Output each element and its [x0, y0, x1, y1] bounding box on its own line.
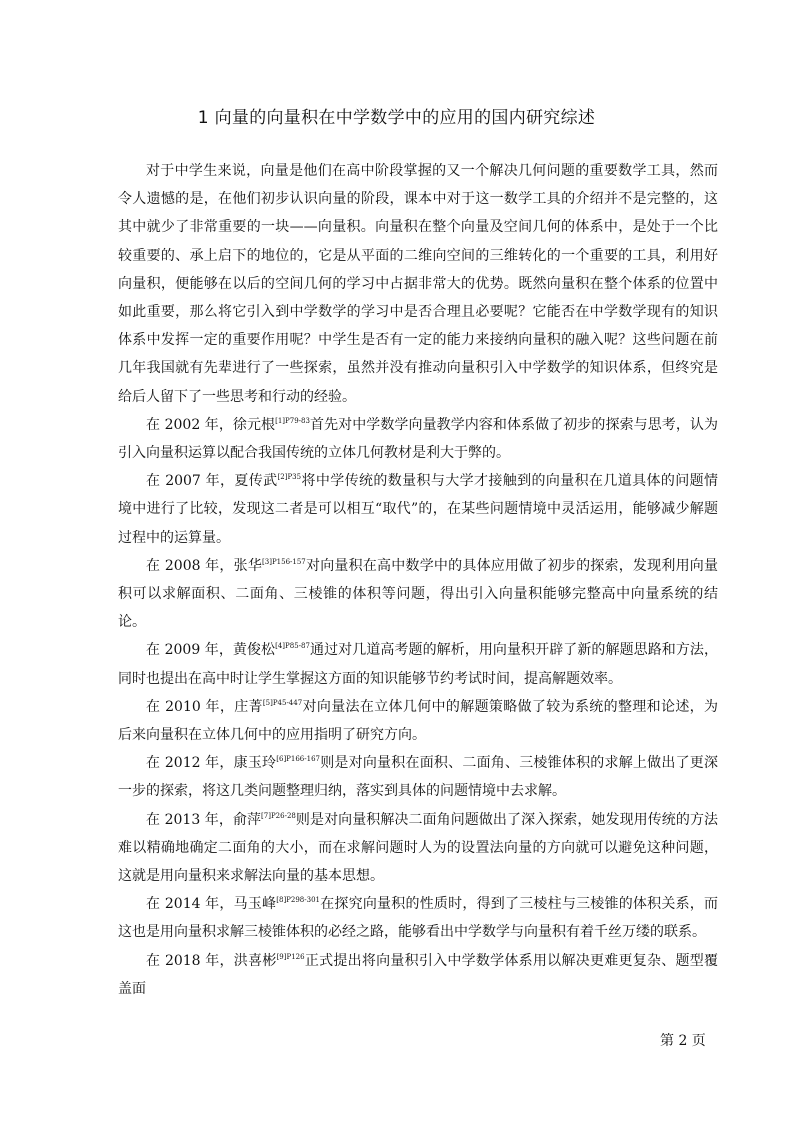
- paragraph-text: 在 2009 年，黄俊松: [146, 642, 276, 659]
- citation-ref: [4]P85-87: [275, 642, 310, 651]
- paragraph-text: 在 2018 年，洪喜彬: [146, 952, 277, 969]
- paragraph-text: 则是对向量积解决二面角问题做出了深入探索，她发现用传统的方法难以精确地确定二面角的大小，而在求解问题时人为的设置法向量的方向就可以避免这种问题，这就是用向量积来求解法向量的基本思想。: [118, 811, 719, 885]
- citation-ref: [8]P298-301: [276, 896, 320, 905]
- paragraph-text: 在 2010 年，庄菁: [146, 698, 263, 715]
- paragraph: [118, 467, 718, 552]
- paragraph-text: 在探究向量积的性质时，得到了三棱柱与三棱锥的体积关系，而这也是用向量积求解三棱锥体积的必经之路，能够看出中学数学与向量积有着千丝万缕的联系。: [118, 896, 719, 941]
- paragraph-text: 将中学传统的数量积与大学才接触到的向量积在几道具体的问题情境中进行了比较，发现这二者是可以相互“取代”的，在某些问题情境中灵活运用，能够减少解题过程中的运算量。: [118, 473, 719, 546]
- citation-ref: [6]P166-167: [276, 755, 320, 764]
- paragraph: [118, 806, 718, 891]
- citation-ref: [2]P35: [277, 473, 302, 482]
- paragraph-text: 在 2012 年，康玉玲: [146, 755, 277, 772]
- paragraph-text: 对向量法在立体几何中的解题策略做了较为系统的整理和论述，为后来向量积在立体几何中的应用指明了研究方向。: [118, 698, 719, 744]
- paragraph-text: 则是对向量积在面积、二面角、三棱锥体积的求解上做出了更深一步的探索，将这几类问题整理归纳，落实到具体的问题情境中去求解。: [118, 755, 719, 800]
- paragraph: [118, 552, 718, 637]
- citation-ref: [1]P79-83: [275, 416, 310, 425]
- page-number: 第 2 页: [660, 1033, 706, 1049]
- paragraph: [118, 890, 718, 946]
- citation-ref: [7]P26-28: [261, 811, 296, 820]
- paragraph-text: 在 2002 年，徐元根: [146, 416, 276, 433]
- paragraph-text: 对于中学生来说，向量是他们在高中阶段掌握的又一个解决几何问题的重要数学工具，然而令人遗憾的是，在他们初步认识向量的阶段，课本中对于这一数学工具的介绍并不是完整的，这其中就少了非常重要的一块——向量积。向量积在整个向量及空间几何的体系中，是处于一个比较重要的、承上启下的地位的，它是从平面的二维向空间的三维转化的一个重要的工具，利用好向量积，便能够在以后的空间几何的学习中占据非常大的优势。既然向量积在整个体系的位置中如此重要，那么将它引入到中学数学的学习中是否合理且必要呢？它能否在中学数学现有的知识体系中发挥一定的重要作用呢？中学生是否有一定的能力来接纳向量积的融入呢？这些问题在前几年我国就有先辈进行了一些探索，虽然并没有推动向量积引入中学数学的知识体系，但终究是给后人留下了一些思考和行动的经验。: [118, 163, 718, 405]
- page-title: 1 向量的向量积在中学数学中的应用的国内研究综述: [197, 108, 596, 128]
- paragraph-text: 在 2014 年，马玉峰: [146, 896, 277, 913]
- paragraph-text: 对向量积在高中数学中的具体应用做了初步的探索，发现利用向量积可以求解面积、二面角、三棱锥的体积等问题，得出引入向量积能够完整高中向量系统的结论。: [118, 557, 719, 631]
- citation-ref: [3]P156-157: [262, 557, 306, 566]
- paragraph: [118, 411, 718, 467]
- paragraph-text: 在 2007 年，夏传武: [146, 473, 278, 490]
- paragraph-text: 通过对几道高考题的解析，用向量积开辟了新的解题思路和方法，同时也提出在高中时让学生掌握这方面的知识能够节约考试时间，提高解题效率。: [118, 642, 719, 687]
- paragraph: [118, 636, 718, 692]
- paragraph-text: 首先对中学数学向量教学内容和体系做了初步的探索与思考，认为引入向量积运算以配合我国传统的立体几何教材是利大于弊的。: [118, 416, 719, 462]
- paragraph: [118, 157, 718, 411]
- paragraph-text: 在 2008 年，张华: [146, 557, 263, 574]
- paragraph-text: 正式提出将向量积引入中学数学体系用以解决更难更复杂、题型覆盖面: [118, 952, 718, 997]
- citation-ref: [5]P45-447: [262, 698, 303, 707]
- paragraph: [118, 947, 718, 1003]
- document-body: [118, 157, 718, 1003]
- citation-ref: [9]P126: [276, 952, 305, 961]
- paragraph-text: 在 2013 年，俞萍: [146, 811, 262, 828]
- paragraph: [118, 693, 718, 749]
- paragraph: [118, 749, 718, 805]
